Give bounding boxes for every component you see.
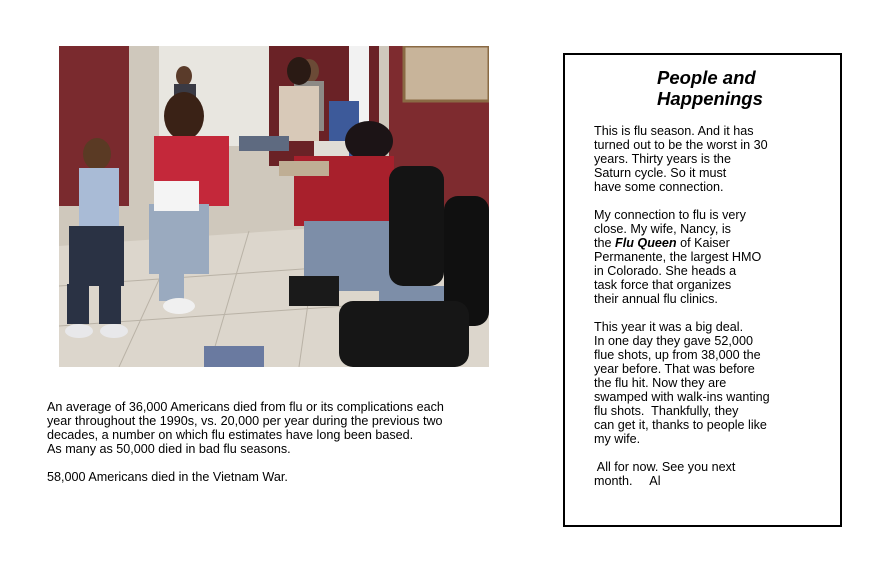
body-line: All for now. See you next	[594, 460, 736, 474]
body-line: swamped with walk-ins wanting	[594, 390, 770, 404]
body-line: This year it was a big deal.	[594, 320, 744, 334]
body-line: can get it, thanks to people like	[594, 418, 767, 432]
body-line: flue shots, up from 38,000 the	[594, 348, 761, 362]
flu-shots-paragraph	[594, 320, 834, 446]
body-line: Saturn cycle. So it must	[594, 166, 727, 180]
body-line: my wife.	[594, 432, 641, 446]
caption-line: As many as 50,000 died in bad flu seasons.	[47, 442, 291, 456]
body-line: In one day they gave 52,000	[594, 334, 753, 348]
body-text: the	[594, 236, 616, 250]
body-line-flu-queen	[594, 236, 834, 250]
column-body	[594, 124, 834, 502]
body-line: My connection to flu is very	[594, 208, 746, 222]
body-line: Permanente, the largest HMO	[594, 250, 762, 264]
title-line-2: Happenings	[657, 88, 763, 109]
body-text: of Kaiser	[676, 236, 730, 250]
body-line: in Colorado. She heads a	[594, 264, 737, 278]
title-line-1: People and	[657, 67, 756, 88]
body-line: task force that organizes	[594, 278, 732, 292]
waiting-room-photo	[59, 46, 489, 367]
body-line: years. Thirty years is the	[594, 152, 731, 166]
caption-line: year throughout the 1990s, vs. 20,000 per year during the previous two	[47, 414, 443, 428]
sign-off-paragraph	[594, 460, 834, 488]
flu-clinic-photo-icon	[59, 46, 489, 367]
body-line: close. My wife, Nancy, is	[594, 222, 731, 236]
body-line: flu shots. Thankfully, they	[594, 404, 739, 418]
body-line: This is flu season. And it has	[594, 124, 754, 138]
caption-line: An average of 36,000 Americans died from flu or its complications each	[47, 400, 444, 414]
flu-connection-paragraph	[594, 208, 834, 306]
caption-line: decades, a number on which flu estimates have long been based.	[47, 428, 414, 442]
body-line: turned out to be the worst in 30	[594, 138, 768, 152]
flu-season-paragraph	[594, 124, 834, 194]
body-line: the flu hit. Now they are	[594, 376, 727, 390]
body-line: their annual flu clinics.	[594, 292, 718, 306]
body-line: have some connection.	[594, 180, 724, 194]
vietnam-war-note: 58,000 Americans died in the Vietnam War.	[47, 470, 288, 484]
flu-queen-emphasis: Flu Queen	[615, 236, 677, 250]
body-line: year before. That was before	[594, 362, 755, 376]
flu-deaths-paragraph	[47, 400, 497, 456]
column-title	[657, 67, 763, 109]
people-and-happenings-column	[563, 53, 842, 527]
flu-statistics-caption	[47, 400, 497, 484]
body-line: month. Al	[594, 474, 661, 488]
